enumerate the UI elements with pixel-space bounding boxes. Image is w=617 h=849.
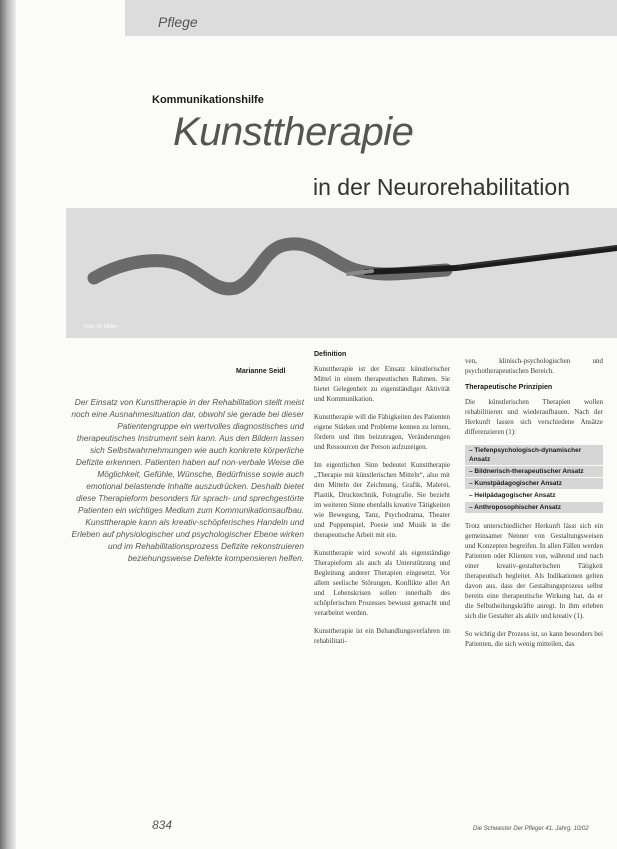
heading-prinzipien: Therapeutische Prinzipien [465, 384, 553, 391]
article-title: Kunsttherapie [173, 110, 414, 154]
column-definition [314, 351, 450, 654]
column-prinzipien [465, 356, 603, 657]
list-item: – Anthroposophischer Ansatz [465, 502, 603, 513]
hero-brushstroke-photo [66, 208, 617, 338]
page-number: 834 [152, 818, 173, 832]
photo-background [66, 208, 617, 338]
intro-text: Der Einsatz von Kunsttherapie in der Rehabilitation stellt meist noch eine Ausnahmesituation dar, obwohl sie gerade bei dieser Patientengruppe ein wertvolles diagnostisches und therapeutisches Instrument sein kann. Aus den Bildern lassen sich Selbstwahrnehmungen wie auch konkrete körperliche Defizite erkennen. Patienten haben auf non-verbale Weise die Möglichkeit, Gefühle, Wünsche, Bedürfnisse sowie auch emotional belastende Inhalte auszudrücken. Deshalb bietet diese Therapieform besonders für sprach- und sprechgestörte Patienten ein wichtiges Medium zum Kommunikationsaufbau. Kunsttherapie kann als kreativ-schöpferisches Handeln und Erleben auf physiologischer und psychologischer Ebene wirken und im Rehabilitationsprozess Defizite rekonstruieren beziehungsweise Defekte kompensieren helfen. [71, 397, 304, 563]
paragraph: Kunsttherapie wird sowohl als eigenständige Therapieform als auch als Unterstützung und Begleitung anderer Therapien eingesetzt. Vor allem seelische Störungen, Konflikte aller Art und Lebenskrisen sollen innerhalb des schöpferischen Prozesses bewusst gemacht und verarbeitet werden. [314, 549, 450, 617]
paragraph: Die künstlerischen Therapien wollen rehabilitieren und wiederaufbauen. Nach der Herkunft lassen sich verschiedene Ansätze differenzieren (1): [465, 398, 603, 436]
paragraph: Kunsttherapie ist der Einsatz künstlerischer Mittel in einem therapeutischen Rahmen. Sie bietet Gelegenheit zu eigenständiger Aktivität und Kommunikation. [314, 365, 450, 403]
paragraph: Trotz unterschiedlicher Herkunft lässt sich ein gemeinsamer Nenner von Gestaltungsweisen und Konzepten begreifen. In allen Fällen werden Patienten oder Klienten von, während und nach einer kreativ-gestalterischen Tätigkeit therapeutisch begleitet. Als Indikationen gelten davon aus, dass der Gestaltungsprozess selbst bereits eine therapeutische Wirkung hat, da er die Selbstheilungskräfte anregt. In ihm erleben sich die Gestalter als aktiv und kreativ (1). [465, 522, 603, 620]
paragraph: Kunsttherapie will die Fähigkeiten des Patienten eigene Stärken und Probleme kennen zu lernen, fördern und ihm beizutragen, Veränderungen und Ressourcen der Person aufzuzeigen. [314, 413, 450, 451]
article-kicker: Kommunikationshilfe [152, 94, 264, 106]
paragraph: Kunsttherapie ist ein Behandlungsverfahren im rehabilitati- [314, 627, 450, 645]
section-label: Pflege [158, 14, 198, 30]
header-bar [125, 0, 617, 36]
page-spine-shadow [0, 0, 16, 849]
list-item: – Bildnerisch-therapeutischer Ansatz [465, 466, 603, 477]
journal-footer: Die Schwester Der Pfleger 41. Jahrg. 10/02 [473, 826, 589, 832]
approach-list [465, 445, 603, 513]
list-item: – Tiefenpsychologisch-dynamischer Ansatz [465, 445, 603, 465]
list-item: – Heilpädagogischer Ansatz [469, 492, 556, 499]
article-subtitle: in der Neurorehabilitation [313, 174, 570, 200]
photo-credit: Foto: W. Müller [84, 324, 118, 330]
list-item: – Kunstpädagogischer Ansatz [465, 478, 603, 489]
heading-definition: Definition [314, 351, 347, 358]
paragraph: So wichtig der Prozess ist, so kann besonders bei Patienten, die sich wenig mitteilen, das [465, 630, 603, 648]
paragraph: Im eigentlichen Sinn bedeutet Kunsttherapie „Therapie mit künstlerischen Mitteln“, also mit den Mitteln der Zeichnung, Grafik, Malerei, Plastik, Drucktechnik, Fotografie. Sie bezieht im weiteren Sinne ebenfalls kreative Tätigkeiten wie Bewegung, Tanz, Psychodrama, Theater und Puppenspiel, Poesie und Musik in die therapeutische Arbeit mit ein. [314, 461, 450, 539]
paragraph-lead: ven, klinisch-psychologischen und psychotherapeutischen Bereich. [465, 357, 603, 375]
author-name: Marianne Seidl [236, 368, 286, 375]
